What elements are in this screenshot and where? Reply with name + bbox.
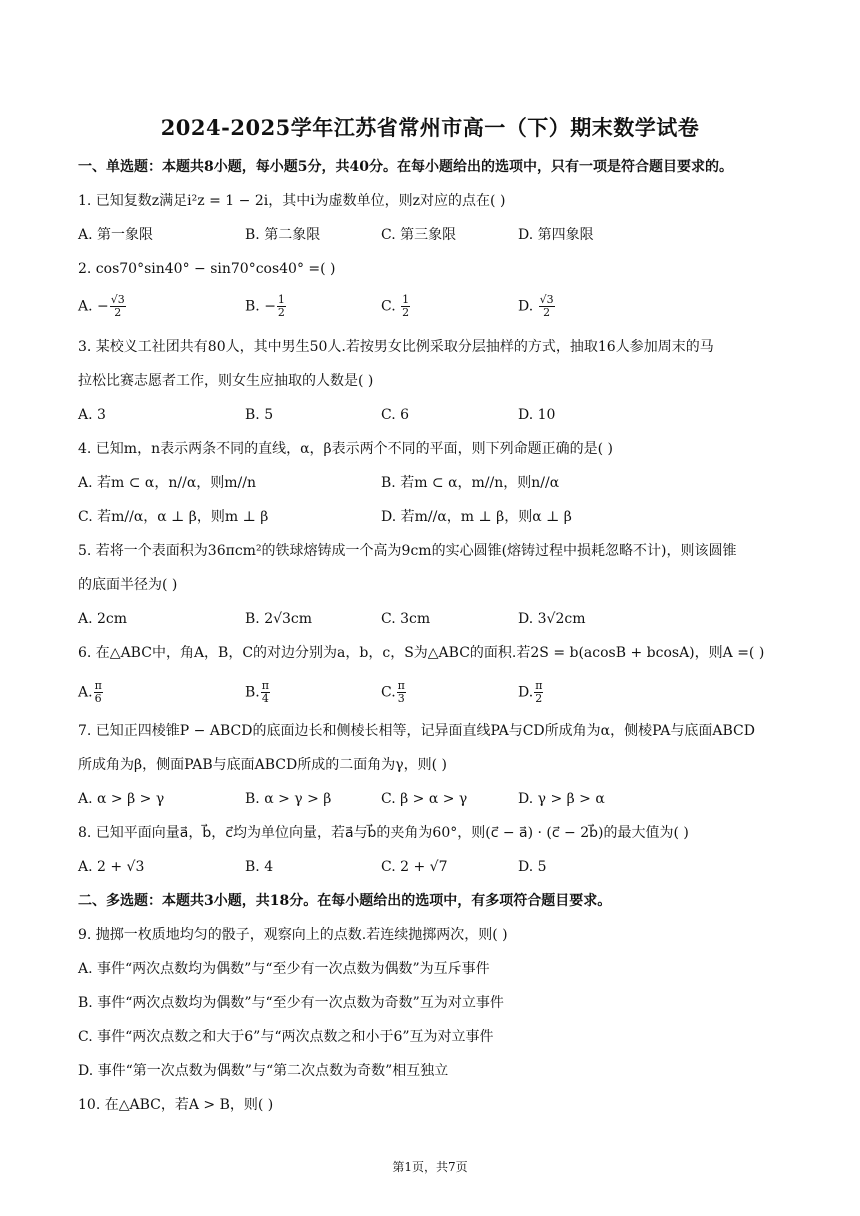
q6-option-d	[518, 680, 544, 705]
q6-b-label: B.	[245, 684, 260, 701]
q1-option-b: B. 第二象限	[245, 227, 321, 243]
section-single-choice: 一、单选题：本题共8小题，每小题5分，共40分。在每小题给出的选项中，只有一项是符合题目要求的。	[78, 159, 733, 175]
question-9-stem: 9. 抛掷一枚质地均匀的骰子，观察向上的点数.若连续抛掷两次，则( )	[78, 927, 508, 943]
q9-option-b: B. 事件“两次点数均为偶数”与“至少有一次点数为奇数”互为对立事件	[78, 995, 504, 1011]
q7-option-b: B. α > γ > β	[245, 791, 332, 807]
q3-option-a: A. 3	[78, 407, 106, 423]
page-title: 2024-2025学年江苏省常州市高一（下）期末数学试卷	[160, 115, 700, 140]
q2-option-b	[245, 294, 287, 319]
question-1-stem: 1. 已知复数z满足i²z = 1 − 2i，其中i为虚数单位，则z对应的点在( )	[78, 193, 506, 209]
q5-option-d: D. 3√2cm	[518, 611, 586, 627]
q6-a-numerator: π	[94, 679, 102, 692]
q6-a-fraction	[94, 680, 103, 705]
q2-c-numerator: 1	[402, 293, 410, 306]
page-footer: 第1页，共7页	[392, 1160, 468, 1174]
q2-d-numerator: √3	[539, 293, 554, 306]
q8-option-b: B. 4	[245, 859, 274, 875]
q6-c-denominator: 3	[397, 692, 405, 705]
q7-option-c: C. β > α > γ	[381, 791, 468, 807]
q7-option-d: D. γ > β > α	[518, 791, 605, 807]
q6-a-denominator: 6	[94, 692, 102, 705]
q6-option-b	[245, 680, 271, 705]
q6-d-fraction	[534, 680, 543, 705]
question-6-stem: 6. 在△ABC中，角A，B，C的对边分别为a，b，c，S为△ABC的面积.若2S = b(acosB + bcosA)，则A =( )	[78, 645, 765, 661]
q9-option-d: D. 事件“第一次点数为偶数”与“第二次点数为奇数”相互独立	[78, 1063, 449, 1079]
q6-option-a	[78, 680, 104, 705]
q2-a-denominator: 2	[114, 306, 122, 319]
q6-d-label: D.	[518, 684, 534, 701]
q6-option-c	[381, 680, 407, 705]
q2-option-c	[381, 294, 411, 319]
q3-option-b: B. 5	[245, 407, 274, 423]
q4-option-c: C. 若m//α，α ⊥ β，则m ⊥ β	[78, 509, 269, 525]
q5-option-b: B. 2√3cm	[245, 611, 313, 627]
question-5-stem-line1: 5. 若将一个表面积为36πcm²的铁球熔铸成一个高为9cm的实心圆锥(熔铸过程中损耗忽略不计)，则该圆锥	[78, 543, 737, 559]
question-7-stem-line2: 所成角为β，侧面PAB与底面ABCD所成的二面角为γ，则( )	[78, 757, 447, 773]
q2-d-fraction	[539, 294, 555, 319]
q1-option-a: A. 第一象限	[78, 227, 154, 243]
q5-option-a: A. 2cm	[78, 611, 128, 627]
q1-option-c: C. 第三象限	[381, 227, 457, 243]
q2-b-fraction	[277, 294, 286, 319]
q2-c-fraction	[401, 294, 410, 319]
q9-option-a: A. 事件“两次点数均为偶数”与“至少有一次点数为偶数”为互斥事件	[78, 961, 490, 977]
q2-c-denominator: 2	[402, 306, 410, 319]
q8-option-a: A. 2 + √3	[78, 859, 145, 875]
q2-d-denominator: 2	[543, 306, 551, 319]
q7-option-a: A. α > β > γ	[78, 791, 165, 807]
q4-option-a: A. 若m ⊂ α，n//α，则m//n	[78, 475, 257, 491]
q3-option-c: C. 6	[381, 407, 410, 423]
q2-b-label: B. −	[245, 298, 276, 315]
question-8-stem: 8. 已知平面向量a⃗，b⃗，c⃗均为单位向量，若a⃗与b⃗的夹角为60°，则(c⃗ − a⃗) · (c⃗ − 2b⃗)的最大值为( )	[78, 825, 689, 841]
q9-option-c: C. 事件“两次点数之和大于6”与“两次点数之和小于6”互为对立事件	[78, 1029, 494, 1045]
question-2-stem: 2. cos70°sin40° − sin70°cos40° =( )	[78, 261, 336, 277]
q2-c-label: C.	[381, 298, 401, 315]
q6-b-fraction	[261, 680, 270, 705]
q2-option-a	[78, 294, 127, 319]
q2-b-numerator: 1	[277, 293, 285, 306]
q6-c-numerator: π	[397, 679, 405, 692]
q2-option-d	[518, 294, 556, 319]
q6-b-numerator: π	[261, 679, 269, 692]
q6-a-label: A.	[78, 684, 93, 701]
q8-option-c: C. 2 + √7	[381, 859, 448, 875]
section-multi-choice: 二、多选题：本题共3小题，共18分。在每小题给出的选项中，有多项符合题目要求。	[78, 893, 612, 909]
q8-option-d: D. 5	[518, 859, 547, 875]
q4-option-d: D. 若m//α，m ⊥ β，则α ⊥ β	[381, 509, 572, 525]
question-3-stem-line2: 拉松比赛志愿者工作，则女生应抽取的人数是( )	[78, 373, 374, 389]
question-3-stem-line1: 3. 某校义工社团共有80人，其中男生50人.若按男女比例采取分层抽样的方式，抽取16人参加周末的马	[78, 339, 714, 355]
q3-option-d: D. 10	[518, 407, 556, 423]
q4-option-b: B. 若m ⊂ α，m//n，则n//α	[381, 475, 560, 491]
question-10-stem: 10. 在△ABC，若A > B，则( )	[78, 1097, 274, 1113]
q6-d-denominator: 2	[535, 692, 543, 705]
q6-b-denominator: 4	[261, 692, 269, 705]
q2-a-label: A. −	[78, 298, 109, 315]
q2-a-numerator: √3	[110, 293, 125, 306]
q6-c-fraction	[397, 680, 406, 705]
q2-d-label: D.	[518, 298, 538, 315]
q5-option-c: C. 3cm	[381, 611, 431, 627]
q1-option-d: D. 第四象限	[518, 227, 594, 243]
q2-a-fraction	[110, 294, 126, 319]
question-7-stem-line1: 7. 已知正四棱锥P − ABCD的底面边长和侧棱长相等，记异面直线PA与CD所成角为α，侧棱PA与底面ABCD	[78, 723, 755, 739]
question-4-stem: 4. 已知m，n表示两条不同的直线，α，β表示两个不同的平面，则下列命题正确的是( )	[78, 441, 614, 457]
q6-d-numerator: π	[535, 679, 543, 692]
question-5-stem-line2: 的底面半径为( )	[78, 577, 178, 593]
q6-c-label: C.	[381, 684, 396, 701]
q2-b-denominator: 2	[277, 306, 285, 319]
